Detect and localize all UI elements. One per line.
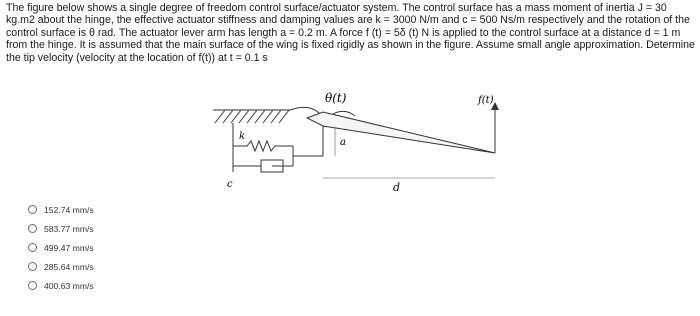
question-body: The figure below shows a single degree of freedom control surface/actuator system. The control surface has a mass moment of inertia J = 30 kg.m2 about the hinge, the effective actuator stiffness and damping values are k = 3000 N/m and c = 500 Ns/m respectively and the rotation of the control surface is θ rad. The actuator lever arm has length a = 0.2 m. A force f (t) = 5δ (t) N is applied to the control surface at a distance d = 1 m from the hinge. It is assumed that the main surface of the wing is fixed rigidly as shown in the figure. Assume small angle approximation. Determine the tip velocity (velocity at the location of f(t)) at t = 0.1 s [6, 2, 698, 64]
k-label: k [239, 131, 246, 142]
option-2[interactable] [28, 219, 94, 238]
option-label: 400.63 mm/s [44, 280, 94, 291]
spring-k [233, 141, 293, 151]
option-4[interactable] [28, 257, 94, 276]
radio-button[interactable] [28, 243, 37, 252]
question-text [6, 2, 696, 64]
option-label: 285.64 mm/s [44, 261, 94, 272]
option-label: 499.47 mm/s [44, 242, 94, 253]
radio-button[interactable] [28, 281, 37, 290]
radio-button[interactable] [28, 262, 37, 271]
damper-c [233, 160, 293, 172]
theta-label: θ(t) [325, 91, 347, 105]
option-label: 583.77 mm/s [44, 223, 94, 234]
option-label: 152.74 mm/s [44, 204, 94, 215]
control-surface-diagram [195, 90, 515, 200]
option-5[interactable] [28, 276, 94, 295]
d-label: d [393, 181, 401, 194]
force-label: f(t) [478, 95, 494, 106]
radio-button[interactable] [28, 205, 37, 214]
a-label: a [340, 137, 346, 148]
radio-button[interactable] [28, 224, 37, 233]
answer-options [28, 200, 94, 295]
option-1[interactable] [28, 200, 94, 219]
option-3[interactable] [28, 238, 94, 257]
fixed-wing-hatching [213, 110, 290, 123]
c-label: c [227, 179, 233, 190]
